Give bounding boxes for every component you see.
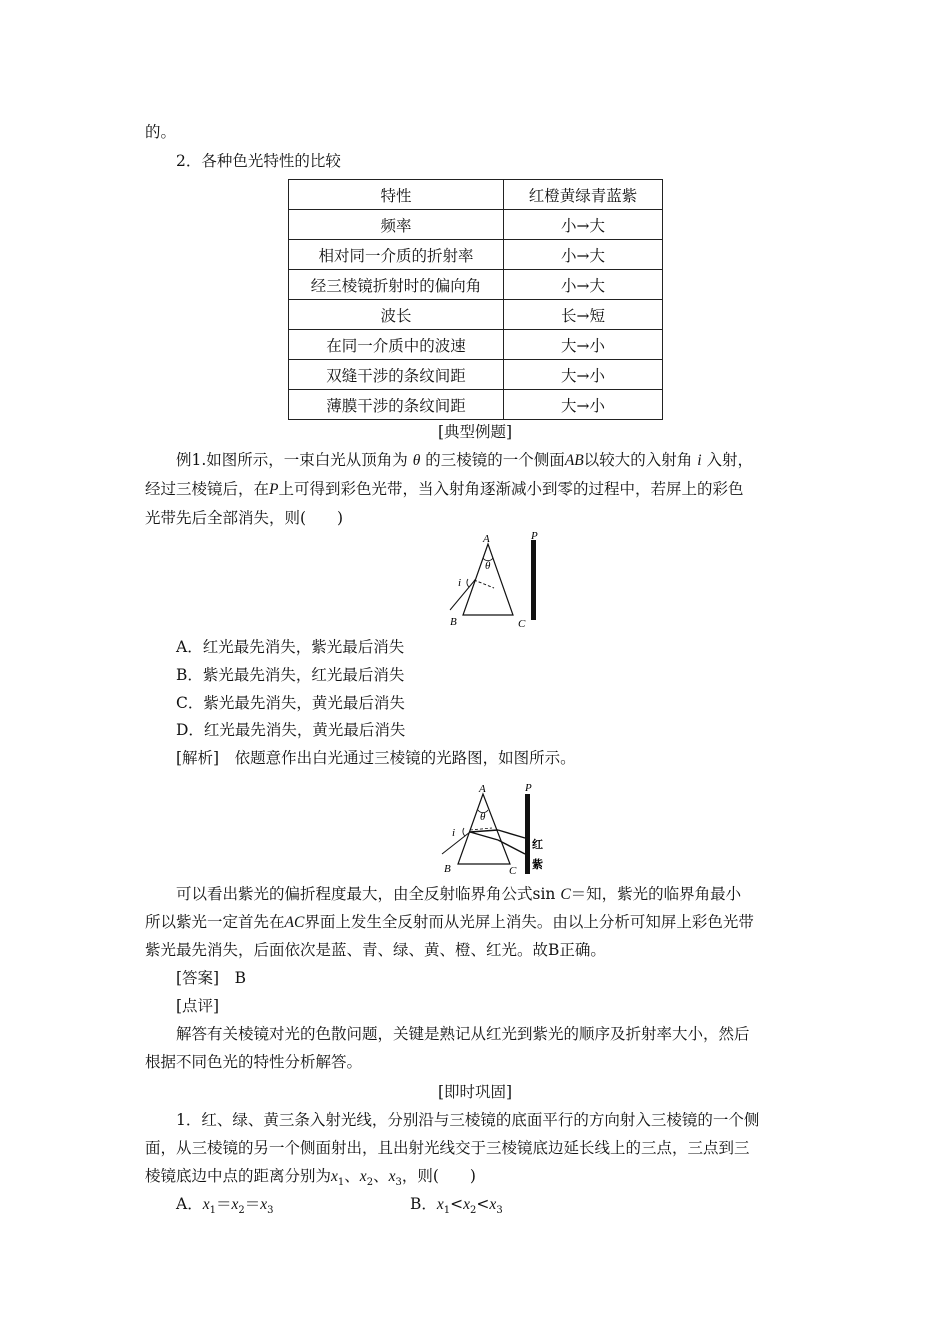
sep: 、 [373, 1167, 389, 1185]
label-a: A [479, 783, 486, 795]
color-properties-table [288, 179, 663, 420]
x-var: x [463, 1196, 471, 1213]
table-header-cell: 红橙黄绿青蓝紫 [504, 180, 663, 210]
text-span: 棱镜底边中点的距离分别为 [145, 1167, 332, 1185]
angle-arc [467, 579, 469, 587]
table-cell: 小→大 [504, 210, 663, 240]
screen-bar [531, 540, 536, 620]
eq-sign: ＝ [215, 1195, 232, 1213]
x-var: x [331, 1168, 338, 1185]
table-cell: 薄膜干涉的条纹间距 [289, 390, 504, 420]
prism-triangle [463, 544, 513, 615]
normal-line [474, 580, 494, 588]
x-var: x [202, 1196, 210, 1213]
q1-option-a [176, 1190, 274, 1225]
consolidate-title: [即时巩固] [437, 1083, 513, 1101]
comment-line1: 解答有关棱镜对光的色散问题，关键是熟记从红光到紫光的顺序及折射率大小，然后 [176, 1025, 750, 1043]
sub: 3 [267, 1205, 274, 1217]
table-row [289, 300, 663, 330]
table-cell: 大→小 [504, 330, 663, 360]
ab-label: AB [564, 452, 584, 469]
comment-line2: 根据不同色光的特性分析解答。 [145, 1053, 363, 1071]
table-header-cell: 特性 [289, 180, 504, 210]
q1-option-b [410, 1190, 503, 1225]
x-var: x [359, 1168, 367, 1185]
answer-line: [答案] B [176, 969, 246, 987]
sub: 1 [443, 1205, 451, 1217]
violet-exit-ray [498, 840, 525, 854]
label-p: P [525, 782, 532, 794]
text-span: 界面上发生全反射而从光屏上消失。由以上分析可知屏上彩色光带 [304, 913, 754, 931]
analysis-line: [解析] 依题意作出白光通过三棱镜的光路图，如图所示。 [176, 749, 576, 767]
lt-sign: < [476, 1195, 490, 1213]
table-cell: 波长 [289, 300, 504, 330]
normal-line [470, 828, 492, 830]
table-row [289, 240, 663, 270]
option-label: A． [176, 1195, 203, 1213]
theta-symbol: θ [412, 452, 421, 469]
example1-line1 [176, 446, 836, 475]
refracted-ray-lower [470, 832, 498, 840]
label-p: P [531, 530, 538, 542]
intro-tail: 的。 [145, 123, 177, 141]
table-cell: 大→小 [504, 390, 663, 420]
q1-line2: 面，从三棱镜的另一个侧面射出，且出射光线交于三棱镜底边延长线上的三点，三点到三 [145, 1139, 750, 1157]
x-var: x [231, 1196, 239, 1213]
table-row [289, 270, 663, 300]
label-theta: θ [480, 811, 486, 823]
section-heading: 2．各种色光特性的比较 [176, 152, 341, 170]
table-cell: 小→大 [504, 240, 663, 270]
text-span: 所以紫光一定首先在 [145, 913, 285, 931]
label-c: C [518, 618, 526, 630]
label-violet: 紫 [532, 859, 543, 871]
table-row [289, 360, 663, 390]
refracted-ray-upper [470, 830, 498, 832]
text-span: 例1.如图所示，一束白光从顶角为 [176, 451, 408, 469]
sep: 、 [344, 1167, 360, 1185]
x-var: x [388, 1168, 396, 1185]
example1-line2 [145, 475, 805, 504]
para2-line1 [176, 880, 836, 909]
sub: 1 [337, 1177, 345, 1189]
label-a: A [483, 533, 490, 545]
text-span: ，则( ) [401, 1167, 476, 1185]
sub: 2 [470, 1205, 477, 1217]
sub: 2 [238, 1205, 245, 1217]
prism-figure-2 [430, 780, 560, 880]
label-theta: θ [485, 560, 491, 572]
text-span: 经过三棱镜后，在 [145, 480, 270, 498]
angle-arc [463, 828, 465, 836]
table-cell: 频率 [289, 210, 504, 240]
text-span: 入射， [706, 451, 753, 469]
option-a: A．红光最先消失，紫光最后消失 [176, 638, 405, 656]
option-b: B．紫光最先消失，红光最后消失 [176, 666, 405, 684]
sub: 1 [209, 1205, 216, 1217]
table-cell: 在同一介质中的波速 [289, 330, 504, 360]
lt-sign: < [450, 1195, 464, 1213]
sub: 3 [496, 1205, 503, 1217]
prism-figure-1 [438, 530, 558, 630]
x-var: x [489, 1196, 497, 1213]
screen-bar [525, 794, 530, 874]
text-span: ＝知，紫光的临界角最小 [570, 885, 742, 903]
table-row [289, 390, 663, 420]
table-cell: 小→大 [504, 270, 663, 300]
para2-line2 [145, 908, 805, 937]
label-b: B [444, 863, 451, 875]
ac-label: AC [284, 914, 305, 931]
label-i: i [458, 577, 462, 589]
text-span: 上可得到彩色光带，当入射角逐渐减小到零的过程中，若屏上的彩色 [278, 480, 744, 498]
table-header-row [289, 180, 663, 210]
option-c: C．紫光最先消失，黄光最后消失 [176, 694, 405, 712]
table-cell: 相对同一介质的折射率 [289, 240, 504, 270]
x-var: x [260, 1196, 268, 1213]
comment-label: [点评] [176, 997, 220, 1015]
red-exit-ray [498, 830, 525, 838]
text-span: 可以看出紫光的偏折程度最大，由全反射临界角公式sin [176, 885, 561, 903]
para2-line3: 紫光最先消失，后面依次是蓝、青、绿、黄、橙、红光。故B正确。 [145, 941, 606, 959]
example1-line3: 光带先后全部消失，则( ) [145, 509, 344, 527]
label-red: 红 [532, 839, 543, 851]
label-b: B [450, 616, 457, 628]
table-cell: 双缝干涉的条纹间距 [289, 360, 504, 390]
sub: 2 [366, 1177, 374, 1189]
sub: 3 [395, 1177, 402, 1189]
text-span: 的三棱镜的一个侧面 [425, 451, 565, 469]
option-d: D．红光最先消失，黄光最后消失 [176, 721, 406, 739]
i-symbol: i [697, 452, 702, 469]
option-label: B． [410, 1195, 437, 1213]
label-c: C [509, 865, 517, 877]
q1-line1: 1．红、绿、黄三条入射光线，分别沿与三棱镜的底面平行的方向射入三棱镜的一个侧 [176, 1111, 760, 1129]
text-span: 以较大的入射角 [583, 451, 693, 469]
p-label: P [269, 481, 279, 498]
c-symbol: C [560, 886, 571, 903]
table-row [289, 210, 663, 240]
table-cell: 大→小 [504, 360, 663, 390]
prism-triangle [458, 794, 510, 864]
x-var: x [436, 1196, 444, 1213]
typical-examples-title: [典型例题] [437, 423, 513, 441]
table-cell: 经三棱镜折射时的偏向角 [289, 270, 504, 300]
table-cell: 长→短 [504, 300, 663, 330]
label-i: i [452, 827, 456, 839]
table-row [289, 330, 663, 360]
eq-sign: ＝ [244, 1195, 261, 1213]
incident-ray [450, 580, 475, 610]
